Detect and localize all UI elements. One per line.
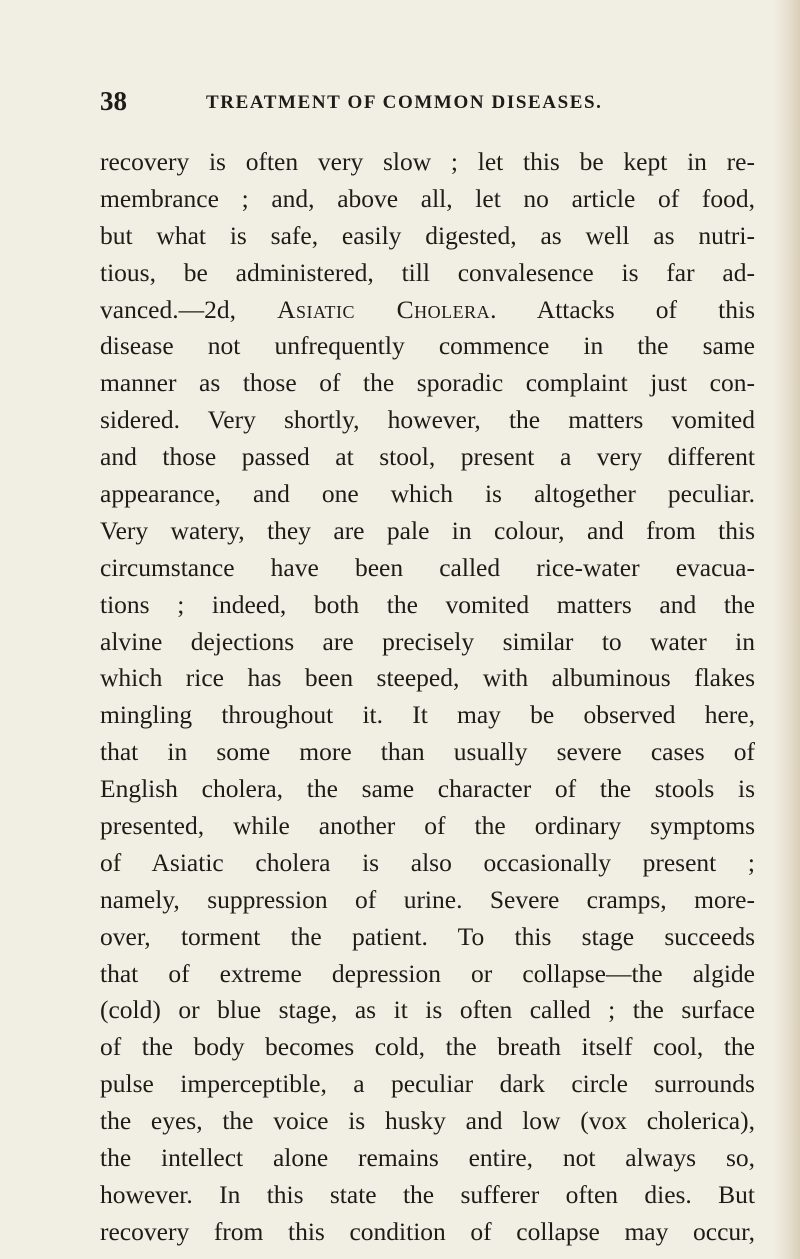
text-line: and those passed at stool, present a very different — [100, 442, 755, 472]
page-number: 38 — [100, 86, 127, 116]
text-line: which rice has been steeped, with albuminous flakes — [100, 663, 755, 693]
text-line: mingling throughout it. It may be observed here, — [100, 700, 755, 730]
text-line: membrance ; and, above all, let no article of food, — [100, 183, 755, 213]
text-line-section-heading — [100, 292, 755, 329]
text-line: over, torment the patient. To this stage succeeds — [100, 921, 755, 951]
body-text — [100, 144, 755, 1251]
section-heading-asiatic-cholera: Asiatic Cholera. — [277, 294, 498, 324]
text-line: Very watery, they are pale in colour, and from this — [100, 515, 755, 545]
text-line: namely, suppression of urine. Severe cramps, more- — [100, 884, 755, 914]
text-line: manner as those of the sporadic complaint just con- — [100, 368, 755, 398]
line-tail: Attacks of this — [536, 294, 756, 324]
text-line: (cold) or blue stage, as it is often called ; the surface — [100, 995, 755, 1025]
text-line: tious, be administered, till convalesence is far ad- — [100, 257, 755, 287]
text-line: that in some more than usually severe cases of — [100, 737, 755, 767]
text-line: circumstance have been called rice-water evacua- — [100, 552, 755, 582]
text-line: the eyes, the voice is husky and low (vox cholerica), — [100, 1106, 755, 1136]
text-line: recovery is often very slow ; let this be kept in re- — [100, 147, 755, 176]
text-line: alvine dejections are precisely similar to water in — [100, 626, 755, 656]
text-line: of the body becomes cold, the breath itself cool, the — [100, 1032, 755, 1062]
line-lead: vanced.—2d, — [100, 294, 236, 324]
text-line: appearance, and one which is altogether peculiar. — [100, 479, 755, 509]
text-line: disease not unfrequently commence in the same — [100, 331, 755, 361]
text-line: presented, while another of the ordinary symptoms — [100, 811, 755, 841]
text-line: recovery from this condition of collapse may occur, — [100, 1216, 755, 1246]
text-line: of Asiatic cholera is also occasionally present ; — [100, 847, 755, 877]
text-line: English cholera, the same character of the stools is — [100, 774, 755, 804]
text-line: however. In this state the sufferer often dies. But — [100, 1179, 755, 1209]
text-line: sidered. Very shortly, however, the matters vomited — [100, 405, 755, 435]
text-line: the intellect alone remains entire, not always so, — [100, 1143, 755, 1173]
text-line: that of extreme depression or collapse—the algide — [100, 958, 755, 988]
text-line: but what is safe, easily digested, as well as nutri- — [100, 220, 755, 250]
text-line: tions ; indeed, both the vomited matters and the — [100, 589, 755, 619]
page-header — [100, 86, 740, 120]
running-title: TREATMENT OF COMMON DISEASES. — [206, 92, 603, 113]
text-line: pulse imperceptible, a peculiar dark circle surrounds — [100, 1069, 755, 1099]
page-edge-shadow — [774, 0, 800, 1259]
